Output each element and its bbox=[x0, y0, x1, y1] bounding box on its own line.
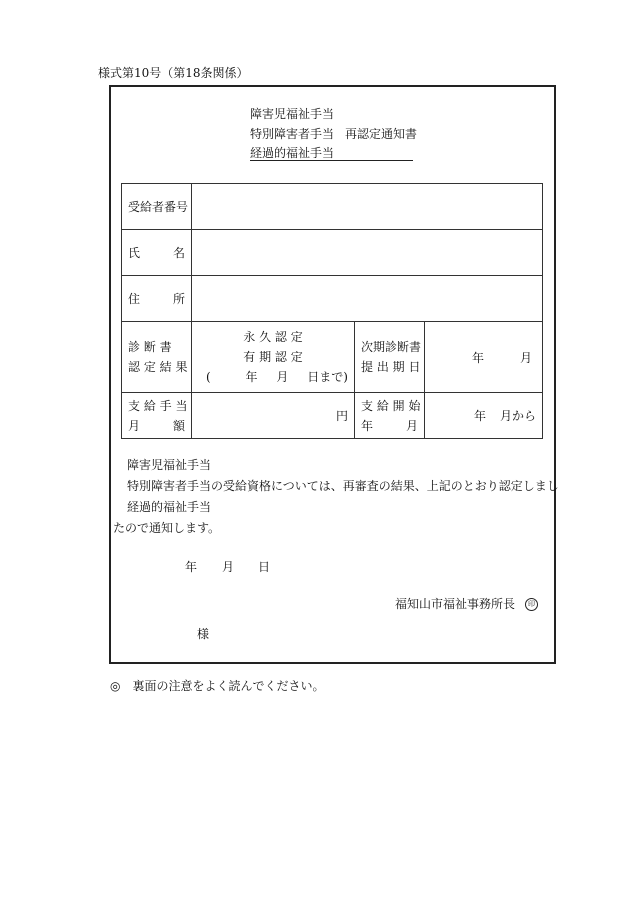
permanent-option: 永 久 認 定 bbox=[243, 330, 303, 344]
footer-note: ◎ 裏面の注意をよく読んでください。 bbox=[110, 679, 325, 693]
diagnosis-label: 診 断 書 認 定 結 果 bbox=[122, 322, 192, 393]
body-line-1: 障害児福祉手当 bbox=[127, 458, 212, 472]
recipient-number-field[interactable] bbox=[192, 184, 543, 230]
allowance-label: 支 給 手 当 月 額 bbox=[122, 393, 192, 439]
term-period: ( 年 月 日まで) bbox=[206, 370, 348, 384]
term-option: 有 期 認 定 bbox=[243, 350, 303, 364]
next-submission-label: 次期診断書 提 出 期 日 bbox=[355, 322, 425, 393]
title-suffix: 再認定通知書 bbox=[345, 127, 418, 141]
body-line-4: たので通知します。 bbox=[113, 521, 221, 535]
addressee-suffix: 様 bbox=[197, 627, 210, 641]
form-number: 様式第10号（第18条関係） bbox=[98, 66, 249, 80]
table-row bbox=[122, 230, 543, 276]
info-table bbox=[121, 183, 543, 439]
title-line-1: 障害児福祉手当 bbox=[250, 107, 335, 121]
title-line-2: 特別障害者手当 bbox=[250, 127, 335, 141]
name-field[interactable] bbox=[192, 230, 543, 276]
table-row bbox=[122, 393, 543, 439]
issuer bbox=[395, 597, 538, 611]
table-row bbox=[122, 322, 543, 393]
address-field[interactable] bbox=[192, 276, 543, 322]
body-line-3: 経過的福祉手当 bbox=[127, 500, 212, 514]
title-underline bbox=[250, 160, 413, 161]
start-date-field[interactable]: 年 月から bbox=[425, 393, 543, 439]
next-submission-field[interactable]: 年 月 bbox=[425, 322, 543, 393]
seal-icon: 印 bbox=[525, 598, 538, 611]
table-row bbox=[122, 276, 543, 322]
address-label: 住 所 bbox=[122, 276, 192, 322]
title-line-3: 経過的福祉手当 bbox=[250, 146, 335, 160]
diagnosis-result-field[interactable] bbox=[192, 322, 355, 393]
body-line-2: 特別障害者手当の受給資格については、再審査の結果、上記のとおり認定しまし bbox=[127, 479, 559, 493]
table-row bbox=[122, 184, 543, 230]
recipient-number-label: 受給者番号 bbox=[122, 184, 192, 230]
allowance-amount-field[interactable]: 円 bbox=[192, 393, 355, 439]
issuer-name: 福知山市福祉事務所長 bbox=[395, 597, 516, 611]
name-label: 氏 名 bbox=[122, 230, 192, 276]
start-label: 支 給 開 始 年 月 bbox=[355, 393, 425, 439]
